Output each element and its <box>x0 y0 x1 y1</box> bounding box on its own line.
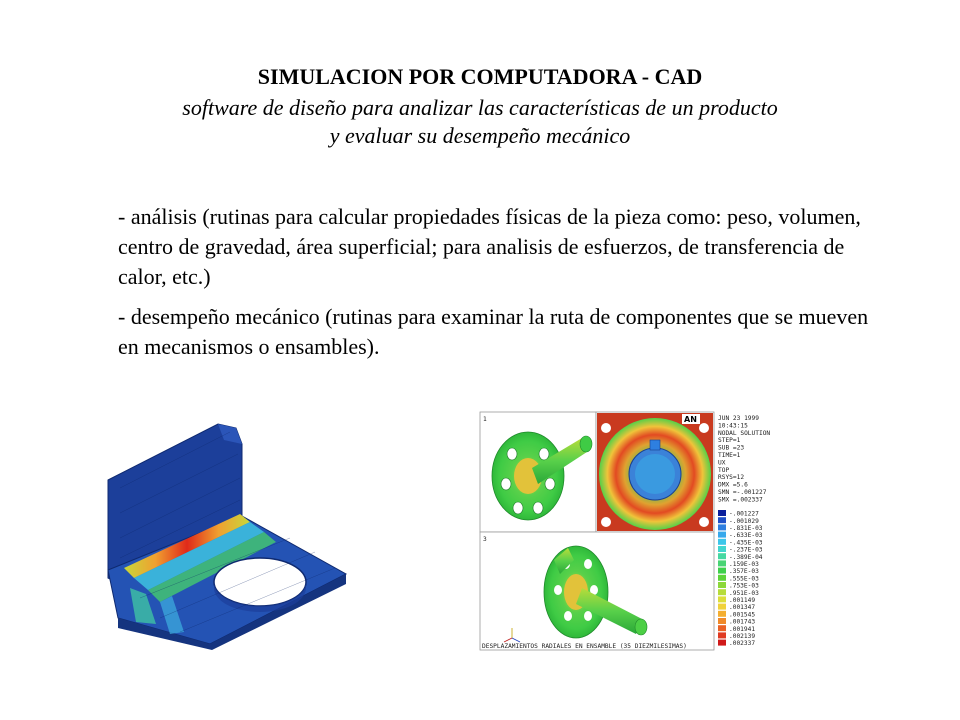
legend-swatch <box>718 510 726 516</box>
legend-swatch <box>718 596 726 602</box>
legend-swatch <box>718 568 726 574</box>
legend-swatch <box>718 589 726 595</box>
fea-info-block <box>718 415 770 503</box>
legend-label: .001743 <box>729 618 756 626</box>
subtitle-line-2: y evaluar su desempeño mecánico <box>329 123 631 148</box>
legend-label: .357E-03 <box>729 568 759 576</box>
subtitle-line-1: software de diseño para analizar las características de un producto <box>182 95 778 120</box>
legend-swatch <box>718 582 726 588</box>
legend-swatch <box>718 604 726 610</box>
legend-label: .001941 <box>729 625 756 633</box>
legend-swatch <box>718 532 726 538</box>
fea-info-line: 10:43:15 <box>718 422 748 430</box>
fea-info-line: SMX =.002337 <box>718 496 763 504</box>
fea-caption: DESPLAZAMIENTOS RADIALES EN ENSAMBLE (35 DIEZMILESIMAS) <box>482 643 687 650</box>
legend-label: -.435E-03 <box>729 539 763 547</box>
legend-swatch <box>718 539 726 545</box>
legend-label: .001545 <box>729 611 756 619</box>
legend-label: -.237E-03 <box>729 546 763 554</box>
legend-label: -.001227 <box>729 510 759 518</box>
legend-label: -.831E-03 <box>729 525 763 532</box>
legend-swatch <box>718 625 726 631</box>
slide-subtitle <box>0 94 960 150</box>
legend-swatch <box>718 560 726 566</box>
bullet-desempeno: - desempeño mecánico (rutinas para examinar la ruta de componentes que se mueven en mecanismos o ensambles). <box>118 304 869 359</box>
fea-assembly-image <box>476 410 796 652</box>
fea-info-line: UX <box>718 459 726 467</box>
legend-label: .002337 <box>729 640 756 648</box>
flange-top-view <box>597 413 713 531</box>
legend-swatch <box>718 546 726 552</box>
fea-color-legend <box>718 510 763 647</box>
fea-bracket-image <box>100 418 356 650</box>
slide-title: SIMULACION POR COMPUTADORA - CAD <box>257 64 703 89</box>
fea-info-line: NODAL SOLUTION <box>718 429 771 437</box>
fea-info-line: JUN 23 1999 <box>718 415 759 422</box>
legend-swatch <box>718 618 726 624</box>
legend-label: .001347 <box>729 604 756 612</box>
legend-label: .753E-03 <box>729 582 759 590</box>
fea-info-line: SUB =23 <box>718 444 745 452</box>
fea-info-line: TOP <box>718 466 730 474</box>
legend-label: -.001029 <box>729 517 759 525</box>
fea-info-line: SMN =-.001227 <box>718 489 767 496</box>
legend-swatch <box>718 640 726 646</box>
legend-swatch <box>718 575 726 581</box>
fea-info-line: STEP=1 <box>718 437 741 445</box>
fea-info-line: TIME=1 <box>718 452 741 459</box>
fea-info-line: RSYS=12 <box>718 474 745 482</box>
fea-info-line: DMX =5.6 <box>718 481 748 489</box>
bullet-analisis: - análisis (rutinas para calcular propiedades físicas de la pieza como: peso, volumen, centro de gravedad, área superficial; para analisis de esfuerzos, de transferencia de calor, etc.) <box>118 204 861 289</box>
panel-label-1: 1 <box>483 416 487 423</box>
legend-label: -.389E-04 <box>729 553 763 561</box>
legend-label: .951E-03 <box>729 589 759 597</box>
legend-swatch <box>718 632 726 638</box>
legend-label: -.633E-03 <box>729 532 763 540</box>
legend-swatch <box>718 611 726 617</box>
legend-label: .001149 <box>729 597 756 604</box>
panel-label-3: 3 <box>483 536 487 543</box>
legend-label: .159E-03 <box>729 561 759 568</box>
legend-label: .555E-03 <box>729 575 759 583</box>
legend-swatch <box>718 517 726 523</box>
ansys-logo: AN <box>684 415 697 424</box>
legend-label: .002139 <box>729 633 756 640</box>
legend-swatch <box>718 553 726 559</box>
legend-swatch <box>718 524 726 530</box>
